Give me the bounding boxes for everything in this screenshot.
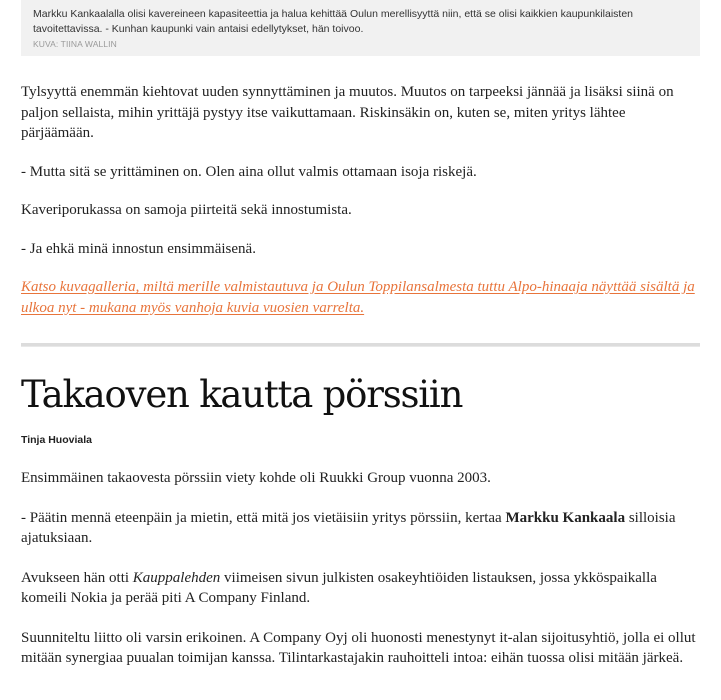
paragraph: - Mutta sitä se yrittäminen on. Olen aina ollut valmis ottamaan isoja riskejä. (21, 163, 477, 180)
author-name: Tinja Huoviala (21, 434, 92, 446)
paragraph: Tylsyyttä enemmän kiehtovat uuden synnyttäminen ja muutos. Muutos on tarpeeksi jännää ja lisäksi siinä on paljon sellaista, mihin yrittäjä pystyy itse vaikuttamaan. Riskinsäkin on, kuten se, miten yritys lähtee pärjäämään. (21, 84, 674, 141)
section-body (21, 468, 700, 688)
person-name: Markku Kankaala (505, 509, 626, 526)
photo-credit: KUVA: TIINA WALLIN (33, 39, 117, 49)
gallery-link[interactable]: Katso kuvagalleria, miltä merille valmistautuva ja Oulun Toppilansalmesta tuttu Alpo-hinaaja näyttää sisältä ja ulkoa nyt - mukana myös vanhoja kuvia vuosien varrelta. (21, 279, 695, 316)
paragraph: Suunniteltu liitto oli varsin erikoinen. A Company Oyj oli huonosti menestynyt it-alan sijoitusyhtiö, jolla ei ollut mitään synergiaa puualan toimijan kanssa. Tilintarkastajakin rauhoitteli intoa: eihän tuossa olisi mitään järkeä. (21, 629, 696, 666)
article-body (21, 82, 700, 336)
quote-text-end: silloisia ajatuksiaan. (21, 509, 676, 546)
quote-text: - Päätin mennä eteenpäin ja mietin, että mitä jos vietäisiin yritys pörssiin, kertaa (21, 509, 506, 526)
text-start: Avukseen hän otti (21, 569, 133, 586)
photo-caption (21, 0, 700, 56)
paragraph (21, 568, 700, 609)
section-divider (21, 343, 700, 347)
paragraph: Ensimmäinen takaovesta pörssiin viety kohde oli Ruukki Group vuonna 2003. (21, 470, 491, 486)
gallery-paragraph (21, 277, 700, 318)
text-end: viimeisen sivun julkisten osakeyhtiöiden listauksen, jossa ykköspaikalla komeili Nokia ja perää piti A Company Finland. (21, 569, 657, 606)
paragraph: - Ja ehkä minä innostun ensimmäisenä. (21, 240, 256, 257)
caption-text: Markku Kankaalalla olisi kavereineen kapasiteettia ja halua kehittää Oulun merellisyyttä niin, että se olisi kaikkien kaupunkilaisten tavoitettavissa. - Kunhan kaupunki vain antaisi edellytykset, hän toivoo. (33, 8, 633, 35)
paragraph: Kaveriporukassa on samoja piirteitä sekä innostumista. (21, 202, 352, 218)
section-headline: Takaoven kautta pörssiin (21, 373, 463, 416)
paragraph (21, 508, 700, 549)
publication-name: Kauppalehden (132, 569, 221, 586)
